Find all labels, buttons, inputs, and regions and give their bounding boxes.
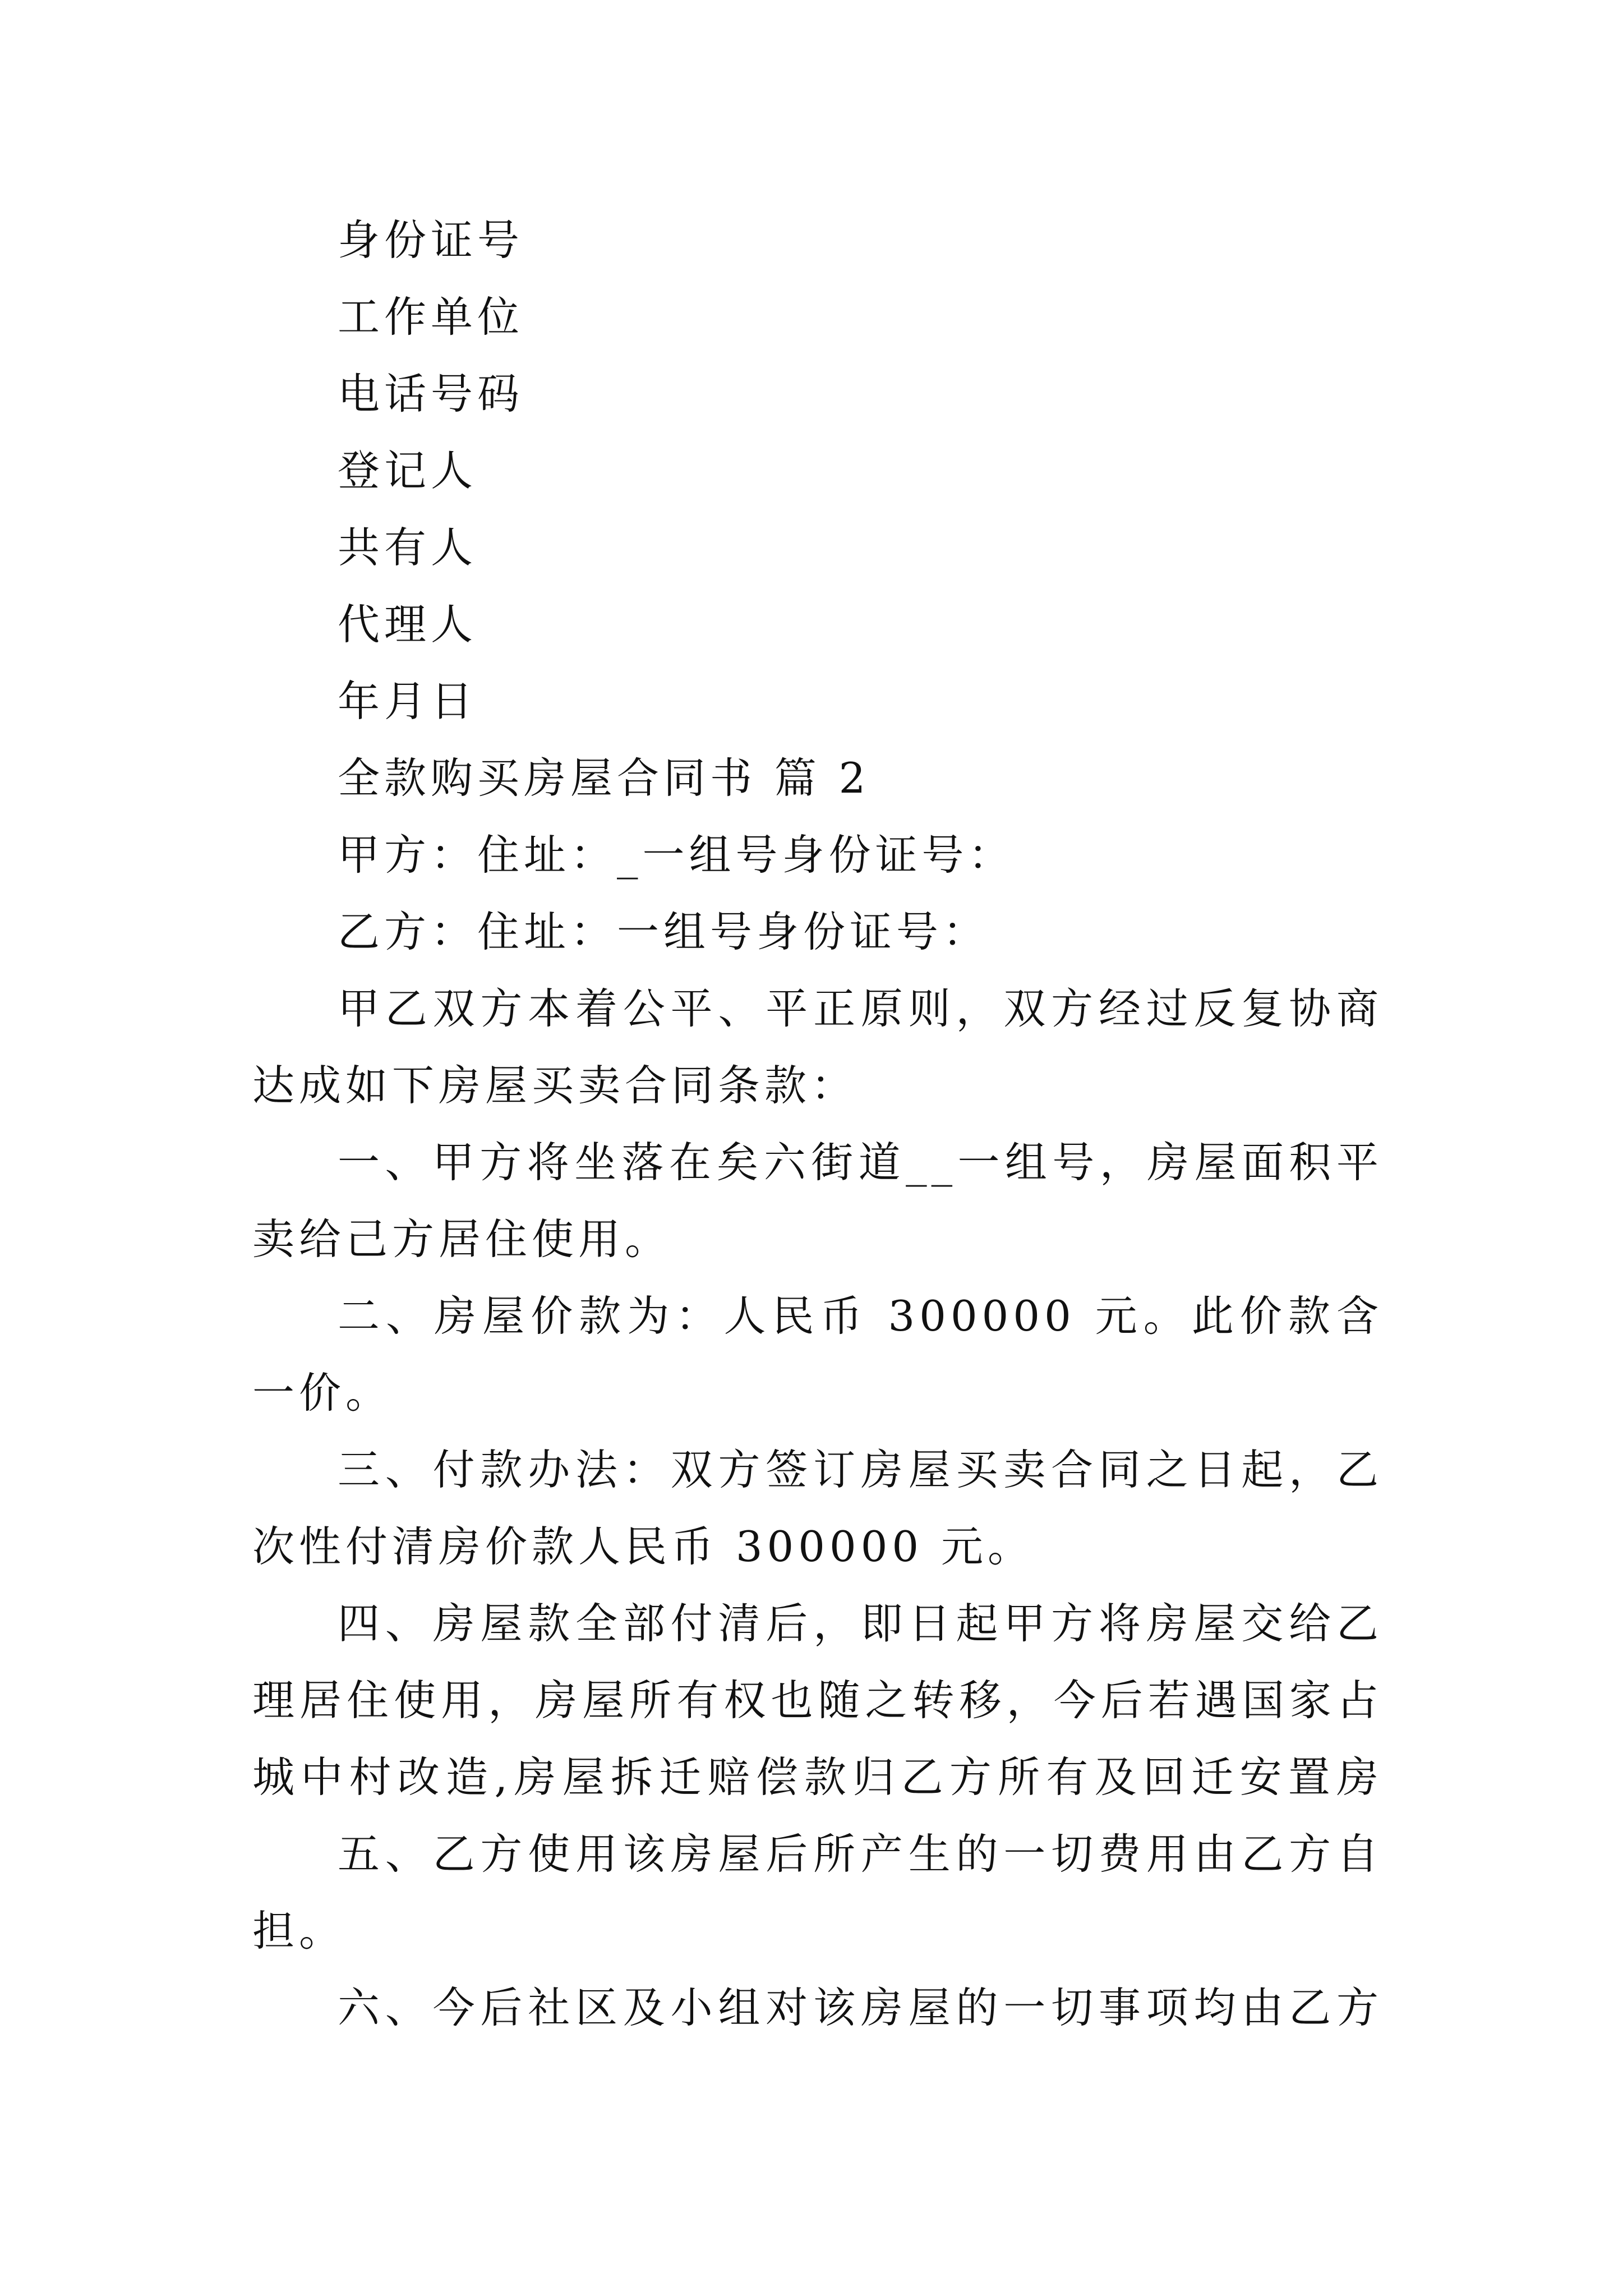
field-date: 年月日 [338, 677, 478, 726]
field-phone-number: 电话号码 [338, 369, 524, 418]
clause-4-line-1: 四、房屋款全部付清后，即日起甲方将房屋交给乙 [338, 1599, 1383, 1648]
field-co-owner: 共有人 [338, 523, 478, 572]
document-body [252, 202, 1383, 2046]
party-b-line: 乙方：住址：一组号身份证号： [338, 907, 990, 956]
clause-2-line-1: 二、房屋价款为：人民币 300000 元。此价款含 [338, 1291, 1383, 1341]
field-work-unit: 工作单位 [338, 292, 524, 342]
clause-6-line-1: 六、今后社区及小组对该房屋的一切事项均由乙方 [338, 1983, 1383, 2032]
field-agent: 代理人 [338, 600, 478, 649]
clause-5-line-2: 担。 [252, 1906, 346, 1955]
clause-5-line-1: 五、乙方使用该房屋后所产生的一切费用由乙方自 [338, 1829, 1383, 1879]
field-id-number: 身份证号 [338, 215, 524, 265]
clause-4-line-2: 理居住使用，房屋所有权也随之转移，今后若遇国家占 [252, 1676, 1383, 1725]
contract-title: 全款购买房屋合同书 篇 2 [338, 753, 870, 803]
clause-2-line-2: 一价。 [252, 1368, 393, 1418]
clause-1-line-1: 一、甲方将坐落在矣六街道__一组号，房屋面积平 [338, 1138, 1383, 1187]
preamble-line-2: 达成如下房屋买卖合同条款： [252, 1061, 858, 1110]
clause-4-line-3: 城中村改造,房屋拆迁赔偿款归乙方所有及回迁安置房 [252, 1752, 1383, 1802]
field-registrant: 登记人 [338, 446, 478, 495]
clause-3-line-1: 三、付款办法：双方签订房屋买卖合同之日起，乙 [338, 1445, 1383, 1494]
clause-3-line-2: 次性付清房价款人民币 300000 元。 [252, 1522, 1034, 1571]
party-a-line: 甲方：住址：_一组号身份证号： [338, 830, 1015, 880]
preamble-line-1: 甲乙双方本着公平、平正原则，双方经过反复协商 [338, 984, 1383, 1033]
clause-1-line-2: 卖给己方居住使用。 [252, 1214, 672, 1264]
